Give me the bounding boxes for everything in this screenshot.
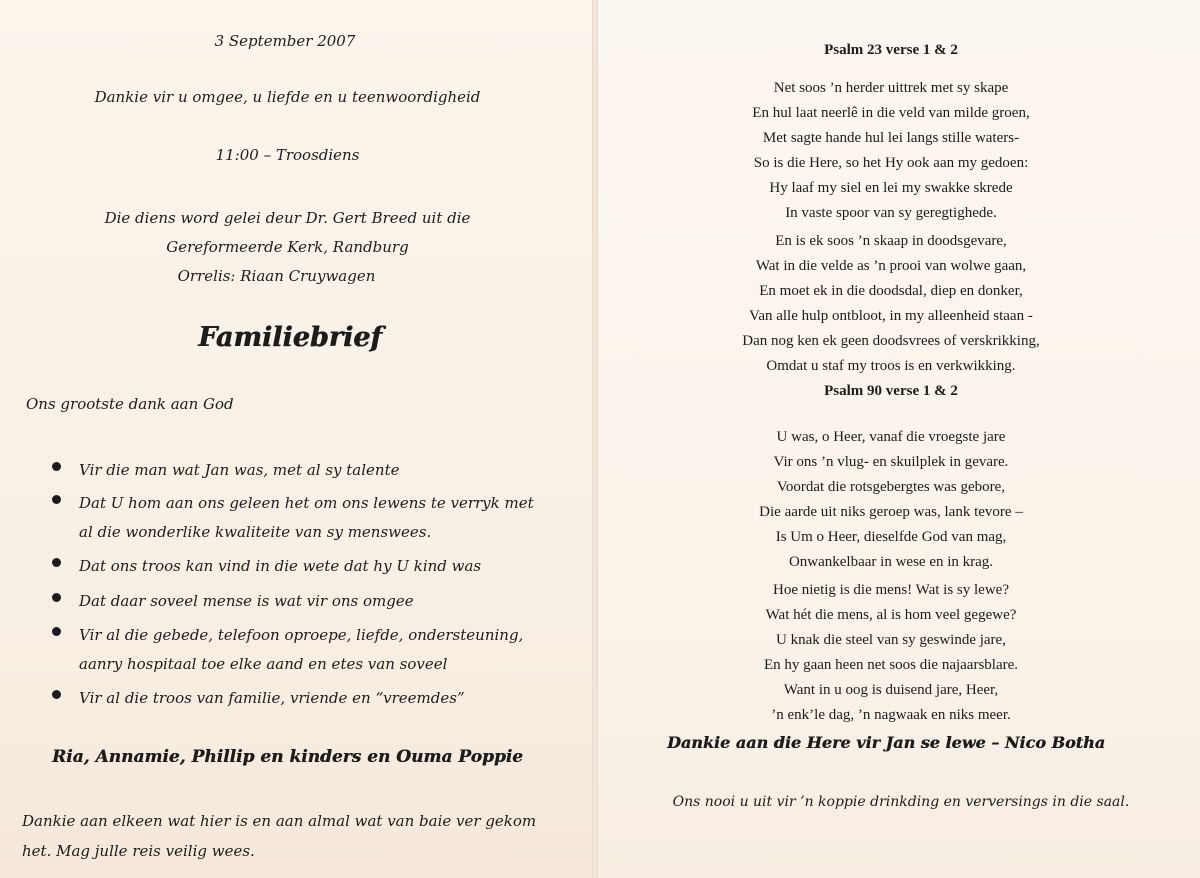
psalm-23-verse-2 (596, 229, 1186, 379)
list-item-text: Dat daar soveel mense is wat vir ons omgee (79, 592, 414, 610)
service-line: Gereformeerde Kerk, Randburg (166, 238, 409, 256)
list-item-text: Vir al die troos van familie, vriende en “vreemdes” (79, 689, 465, 707)
list-item-text: al die wonderlike kwaliteite van sy menswees. (79, 523, 432, 541)
family-signature: Ria, Annamie, Phillip en kinders en Ouma Poppie (52, 747, 523, 767)
psalm-90-heading: Psalm 90 verse 1 & 2 (824, 383, 958, 399)
verse-line: ’n enk’le dag, ’n nagwaak en niks meer. (771, 707, 1011, 723)
psalm-90-verse-2 (596, 578, 1186, 728)
letter-intro: Ons grootste dank aan God (26, 395, 234, 413)
list-item-text: Vir die man wat Jan was, met al sy talente (79, 461, 400, 479)
list-item-text: Vir al die gebede, telefoon oproepe, liefde, ondersteuning, (79, 626, 524, 644)
verse-line: U was, o Heer, vanaf die vroegste jare (776, 429, 1006, 445)
verse-line: En hul laat neerlê in die veld van milde groen, (752, 105, 1030, 121)
verse-line: Want in u oog is duisend jare, Heer, (783, 682, 999, 698)
service-date: 3 September 2007 (214, 32, 356, 50)
bullet-icon (52, 495, 61, 504)
verse-line: In vaste spoor van sy geregtighede. (785, 205, 997, 221)
service-line: Die diens word gelei deur Dr. Gert Breed uit die (104, 209, 471, 227)
verse-line: En moet ek in die doodsdal, diep en donker, (759, 283, 1023, 299)
service-time: 11:00 – Troosdiens (215, 146, 360, 164)
verse-line: En hy gaan heen net soos die najaarsblare. (763, 657, 1019, 673)
thanks-line: Dankie vir u omgee, u liefde en u teenwoordigheid (94, 88, 481, 106)
verse-line: En is ek soos ’n skaap in doodsgevare, (775, 233, 1007, 249)
psalm-23-verse-1 (596, 76, 1186, 226)
list-item-text: aanry hospitaal toe elke aand en etes van soveel (79, 655, 448, 673)
verse-line: Die aarde uit niks geroep was, lank tevore – (759, 504, 1023, 520)
refreshments-invitation: Ons nooi u uit vir ’n koppie drinkding en verversings in die saal. (672, 794, 1130, 810)
verse-line: Hoe nietig is die mens! Wat is sy lewe? (773, 582, 1009, 598)
service-line: Orrelis: Riaan Cruywagen (177, 267, 376, 285)
verse-line: So is die Here, so het Hy ook aan my gedoen: (753, 155, 1029, 171)
closing-message (22, 806, 536, 866)
verse-line: Net soos ’n herder uittrek met sy skape (773, 80, 1009, 96)
verse-line: Dan nog ken ek geen doodsvrees of verskrikking, (742, 333, 1040, 349)
thanks-signature: Dankie aan die Here vir Jan se lewe – Nico Botha (666, 733, 1106, 752)
verse-line: Wat hét die mens, al is hom veel gegewe? (765, 607, 1017, 623)
verse-line: Onwankelbaar in wese en in krag. (788, 554, 994, 570)
verse-line: U knak die steel van sy geswinde jare, (776, 632, 1006, 648)
psalm-23-heading: Psalm 23 verse 1 & 2 (824, 42, 958, 58)
verse-line: Met sagte hande hul lei langs stille waters- (762, 130, 1020, 146)
closing-line: het. Mag julle reis veilig wees. (22, 842, 255, 860)
closing-line: Dankie aan elkeen wat hier is en aan almal wat van baie ver gekom (22, 812, 537, 830)
bullet-icon (52, 462, 61, 471)
list-item-text: Dat ons troos kan vind in die wete dat hy U kind was (79, 557, 482, 575)
bullet-icon (52, 593, 61, 602)
list-item-text: Dat U hom aan ons geleen het om ons lewens te verryk met (79, 494, 534, 512)
verse-line: Van alle hulp ontbloot, in my alleenheid staan - (749, 308, 1033, 324)
bullet-icon (52, 627, 61, 636)
letter-title: Familiebrief (198, 322, 382, 353)
verse-line: Vir ons ’n vlug- en skuilplek in gevare. (773, 454, 1009, 470)
verse-line: Voordat die rotsgebergtes was gebore, (776, 479, 1006, 495)
verse-line: Is Um o Heer, dieselfde God van mag, (775, 529, 1007, 545)
verse-line: Hy laaf my siel en lei my swakke skrede (769, 180, 1013, 196)
bullet-icon (52, 690, 61, 699)
verse-line: Wat in die velde as ’n prooi van wolwe gaan, (755, 258, 1027, 274)
psalm-90-verse-1 (596, 425, 1186, 575)
service-details (0, 204, 575, 291)
verse-line: Omdat u staf my troos is en verkwikking. (766, 358, 1016, 374)
bullet-icon (52, 558, 61, 567)
